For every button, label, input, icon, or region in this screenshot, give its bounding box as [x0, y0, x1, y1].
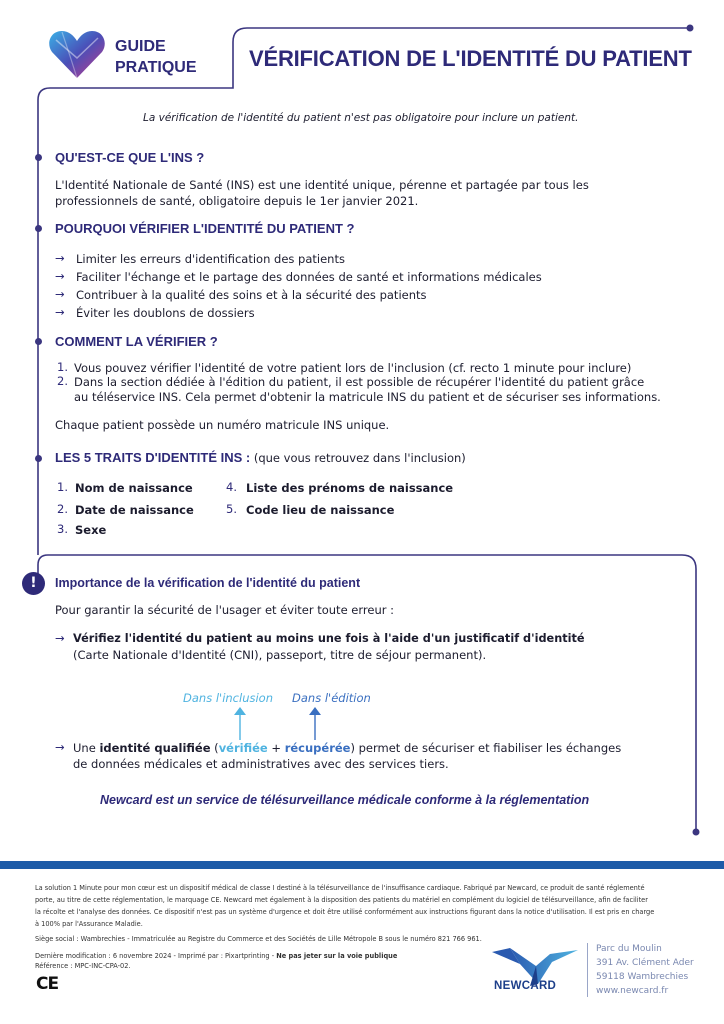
section-dot	[35, 225, 42, 232]
label-inclusion: Dans l'inclusion	[183, 691, 273, 705]
last-modification	[35, 951, 397, 961]
ce-mark: CE	[36, 974, 59, 994]
importance-heading: Importance de la vérification de l'identité du patient	[55, 576, 361, 590]
conclusion: Newcard est un service de télésurveillance médicale conforme à la réglementation	[100, 793, 590, 807]
q-bold: identité qualifiée	[99, 741, 211, 755]
arrow-right-icon: →	[55, 251, 65, 265]
intro-note: La vérification de l'identité du patient n'est pas obligatoire pour inclure un patient.	[143, 112, 579, 124]
trait-3-label: Sexe	[75, 523, 107, 537]
trait-1-label: Nom de naissance	[75, 481, 193, 495]
website-link[interactable]: www.newcard.fr	[596, 986, 669, 996]
ins-text-line-2: professionnels de santé, obligatoire depuis le 1er janvier 2021.	[55, 194, 419, 208]
traits-heading-suffix: (que vous retrouvez dans l'inclusion)	[253, 451, 466, 465]
q-plus: +	[267, 741, 285, 755]
section-dot	[35, 338, 42, 345]
trait-1-number: 1.	[57, 480, 68, 494]
newcard-brand: NEWCARD	[494, 980, 557, 992]
page-title: VÉRIFICATION DE L'IDENTITÉ DU PATIENT	[249, 46, 692, 71]
label-edition: Dans l'édition	[292, 691, 371, 705]
legal-line-1: La solution 1 Minute pour mon cœur est un dispositif médical de classe I destiné à la télésurveillance de l'insuffisance cardiaque. Fabriqué par Newcard, ce produit de santé réglementé	[35, 884, 645, 892]
why-item-3: Contribuer à la qualité des soins et à la sécurité des patients	[76, 288, 427, 302]
arrow-up-icon	[305, 706, 325, 742]
why-item-4: Éviter les doublons de dossiers	[76, 306, 255, 320]
address-line-2: 391 Av. Clément Ader	[596, 958, 694, 968]
ins-unique-note: Chaque patient possède un numéro matricule INS unique.	[55, 418, 390, 432]
address-line-1: Parc du Moulin	[596, 944, 662, 954]
arrow-up-icon	[230, 706, 250, 742]
q-post: ) permet de sécuriser et fiabiliser les échanges	[350, 741, 622, 755]
arrow-right-icon: →	[55, 305, 65, 319]
q-open: (	[210, 741, 219, 755]
legal-line-2: porte, au titre de cette réglementation, le marquage CE. Newcard met également à la disposition des patients du matériel en complément du logiciel de télésurveillance, afin de faciliter	[35, 896, 648, 904]
ins-heading: QU'EST-CE QUE L'INS ?	[55, 150, 205, 165]
trait-2-label: Date de naissance	[75, 503, 194, 517]
arrow-right-icon: →	[55, 740, 65, 754]
q-recovered: récupérée	[284, 741, 351, 755]
trait-5-number: 5.	[226, 502, 237, 516]
step-1-number: 1.	[57, 360, 68, 374]
verify-documents: (Carte Nationale d'Identité (CNI), passeport, titre de séjour permanent).	[73, 648, 487, 662]
trait-3-number: 3.	[57, 522, 68, 536]
arrow-right-icon: →	[55, 287, 65, 301]
section-dot	[35, 154, 42, 161]
address-divider	[587, 943, 588, 997]
trait-5-label: Code lieu de naissance	[246, 503, 395, 517]
trait-2-number: 2.	[57, 502, 68, 516]
traits-heading	[55, 450, 466, 465]
why-item-2: Faciliter l'échange et le partage des données de santé et informations médicales	[76, 270, 542, 284]
q-verified: vérifiée	[218, 741, 268, 755]
ins-text-line-1: L'Identité Nationale de Santé (INS) est une identité unique, pérenne et partagée par tous les	[55, 178, 589, 192]
warning-icon: !	[22, 572, 45, 595]
qualified-identity-line-1	[73, 740, 621, 756]
q-pre: Une	[73, 741, 100, 755]
verify-instruction: Vérifiez l'identité du patient au moins une fois à l'aide d'un justificatif d'identité	[73, 632, 585, 645]
arrow-right-icon: →	[55, 269, 65, 283]
step-1-text: Vous pouvez vérifier l'identité de votre patient lors de l'inclusion (cf. recto 1 minute pour inclure)	[74, 361, 632, 375]
reference: Référence : MPC-INC-CPA-02.	[35, 962, 131, 970]
siege-social: Siège social : Wambrechies - Immatriculée au Registre du Commerce et des Sociétés de Lille Métropole B sous le numéro 821 766 961.	[35, 935, 482, 943]
why-item-1: Limiter les erreurs d'identification des patients	[76, 252, 345, 266]
modif-bold: Ne pas jeter sur la voie publique	[276, 952, 398, 960]
why-heading: POURQUOI VÉRIFIER L'IDENTITÉ DU PATIENT ?	[55, 221, 355, 236]
badge-line-1: GUIDE	[115, 38, 166, 55]
trait-4-number: 4.	[226, 480, 237, 494]
trait-4-label: Liste des prénoms de naissance	[246, 481, 454, 495]
step-2-text-line-2: au téléservice INS. Cela permet d'obtenir la matricule INS du patient et de sécuriser ses informations.	[74, 390, 661, 404]
step-2-text-line-1: Dans la section dédiée à l'édition du patient, il est possible de récupérer l'identité du patient grâce	[74, 375, 645, 389]
address-line-3: 59118 Wambrechies	[596, 972, 689, 982]
importance-intro: Pour garantir la sécurité de l'usager et éviter toute erreur :	[55, 603, 394, 617]
how-heading: COMMENT LA VÉRIFIER ?	[55, 334, 218, 349]
footer-bar	[0, 861, 724, 869]
arrow-right-icon: →	[55, 631, 65, 645]
qualified-identity-line-2: de données médicales et administratives avec des services tiers.	[73, 757, 449, 771]
badge-line-2: PRATIQUE	[115, 59, 197, 76]
modif-text: Dernière modification : 6 novembre 2024 - Imprimé par : Pixartprinting -	[35, 952, 277, 960]
section-dot	[35, 455, 42, 462]
legal-line-4: à 100% par l'Assurance Maladie.	[35, 920, 143, 928]
step-2-number: 2.	[57, 374, 68, 388]
traits-heading-label: LES 5 TRAITS D'IDENTITÉ INS :	[55, 450, 251, 465]
legal-line-3: la récolte et l'analyse des données. Ce dispositif n'est pas un système d'urgence et doit être utilisé conformément aux instructions figurant dans la notice d'utilisation. Il est pris en charge	[35, 908, 655, 916]
